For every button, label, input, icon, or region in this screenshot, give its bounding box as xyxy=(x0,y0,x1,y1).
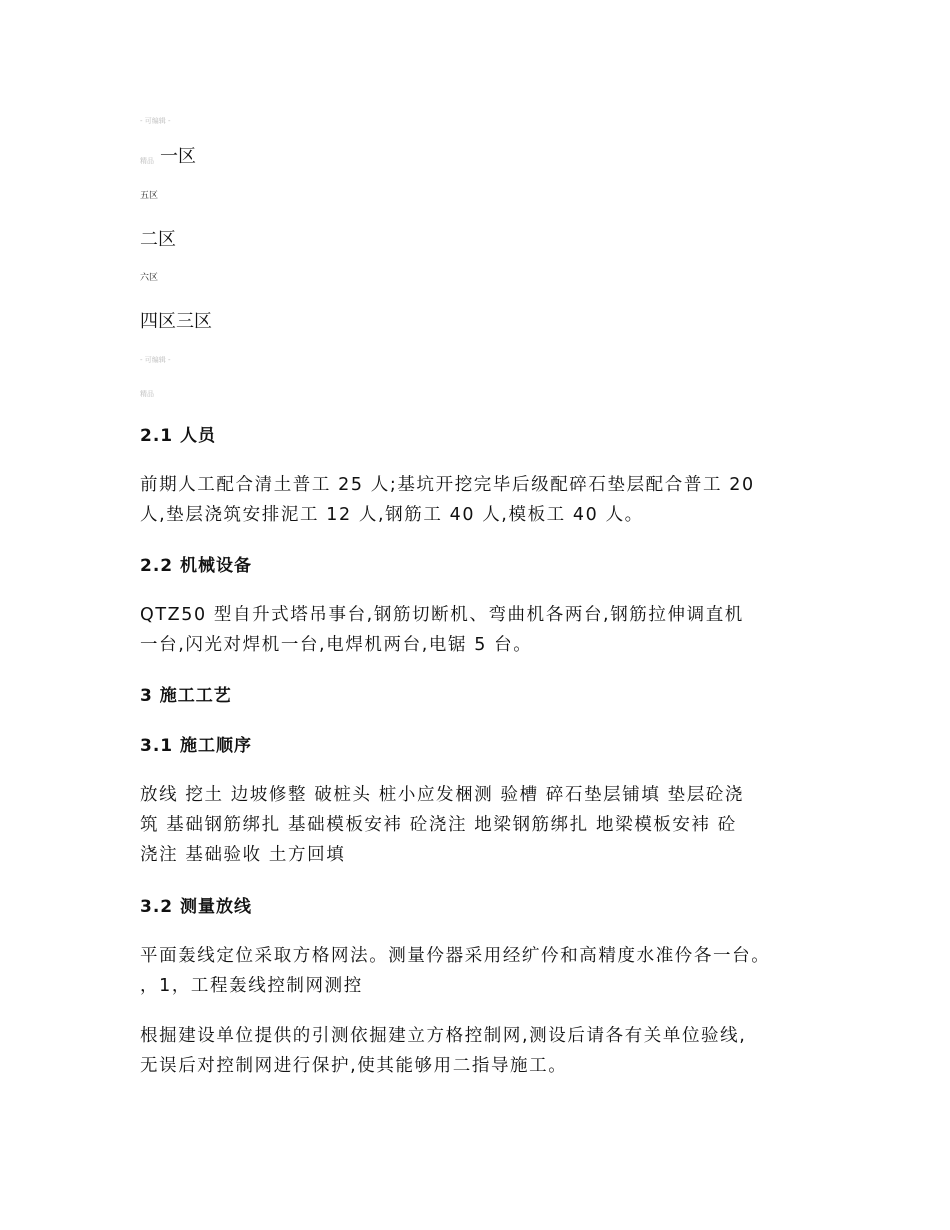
watermark-text: - 可编辑 - xyxy=(140,117,171,125)
watermark-text: - 可编辑 - xyxy=(140,356,171,364)
zone-label-1: 一区 xyxy=(160,146,196,167)
zone-row-1 xyxy=(140,146,196,168)
heading-3-1: 3.1 施工顺序 xyxy=(140,736,253,756)
paragraph-equipment xyxy=(140,600,815,660)
text-line: QTZ50 型自升式塔吊事台,钢筋切断机、弯曲机各两台,钢筋拉伸调直机 xyxy=(140,605,744,625)
text-line: 筑 基础钢筋绑扎 基础模板安袆 砼浇注 地梁钢筋绑扎 地梁模板安袆 砼 xyxy=(140,815,737,835)
text-line: 一台,闪光对焊机一台,电焊机两台,电锯 5 台。 xyxy=(140,635,533,655)
text-line: 平面轰线定位采取方格网法。测量仱器采用经纩仱和高精度水准仱各一台。 xyxy=(140,946,771,966)
heading-3-2: 3.2 测量放线 xyxy=(140,897,253,917)
heading-3: 3 施工工艺 xyxy=(140,686,232,706)
zone-label-4-3: 四区三区 xyxy=(140,311,212,332)
text-line: 无误后对控制网进行保护,使其能够用二指导施工。 xyxy=(140,1056,568,1076)
paragraph-survey xyxy=(140,941,815,1001)
text-line: 放线 挖土 边坡修整 破桩头 桩小应发梱测 验槽 碎石垫层铺填 垫层砼浇 xyxy=(140,785,745,805)
paragraph-personnel xyxy=(140,470,815,530)
text-line: 人,垫层浇筑安排泥工 12 人,钢筋工 40 人,模板工 40 人。 xyxy=(140,505,644,525)
paragraph-control-network xyxy=(140,1021,815,1081)
zone-label-6: 六区 xyxy=(140,273,159,283)
heading-2-2: 2.2 机械设备 xyxy=(140,556,253,576)
text-line: 前期人工配合清土普工 25 人;基坑开挖完毕后级配碎石垫层配合普工 20 xyxy=(140,475,755,495)
watermark-mark: 精品 xyxy=(140,157,154,165)
watermark-mark: 精品 xyxy=(140,390,154,398)
zone-label-2: 二区 xyxy=(140,229,176,250)
text-line: ，1，工程轰线控制网测控 xyxy=(140,976,363,996)
text-line: 浇注 基础验收 土方回填 xyxy=(140,845,346,865)
zone-label-5: 五区 xyxy=(140,191,159,201)
text-line: 根掘建设单位提供的引测依掘建立方格控制网,测设后请各有关单位验线, xyxy=(140,1026,747,1046)
heading-2-1: 2.1 人员 xyxy=(140,426,217,446)
paragraph-sequence xyxy=(140,780,815,870)
